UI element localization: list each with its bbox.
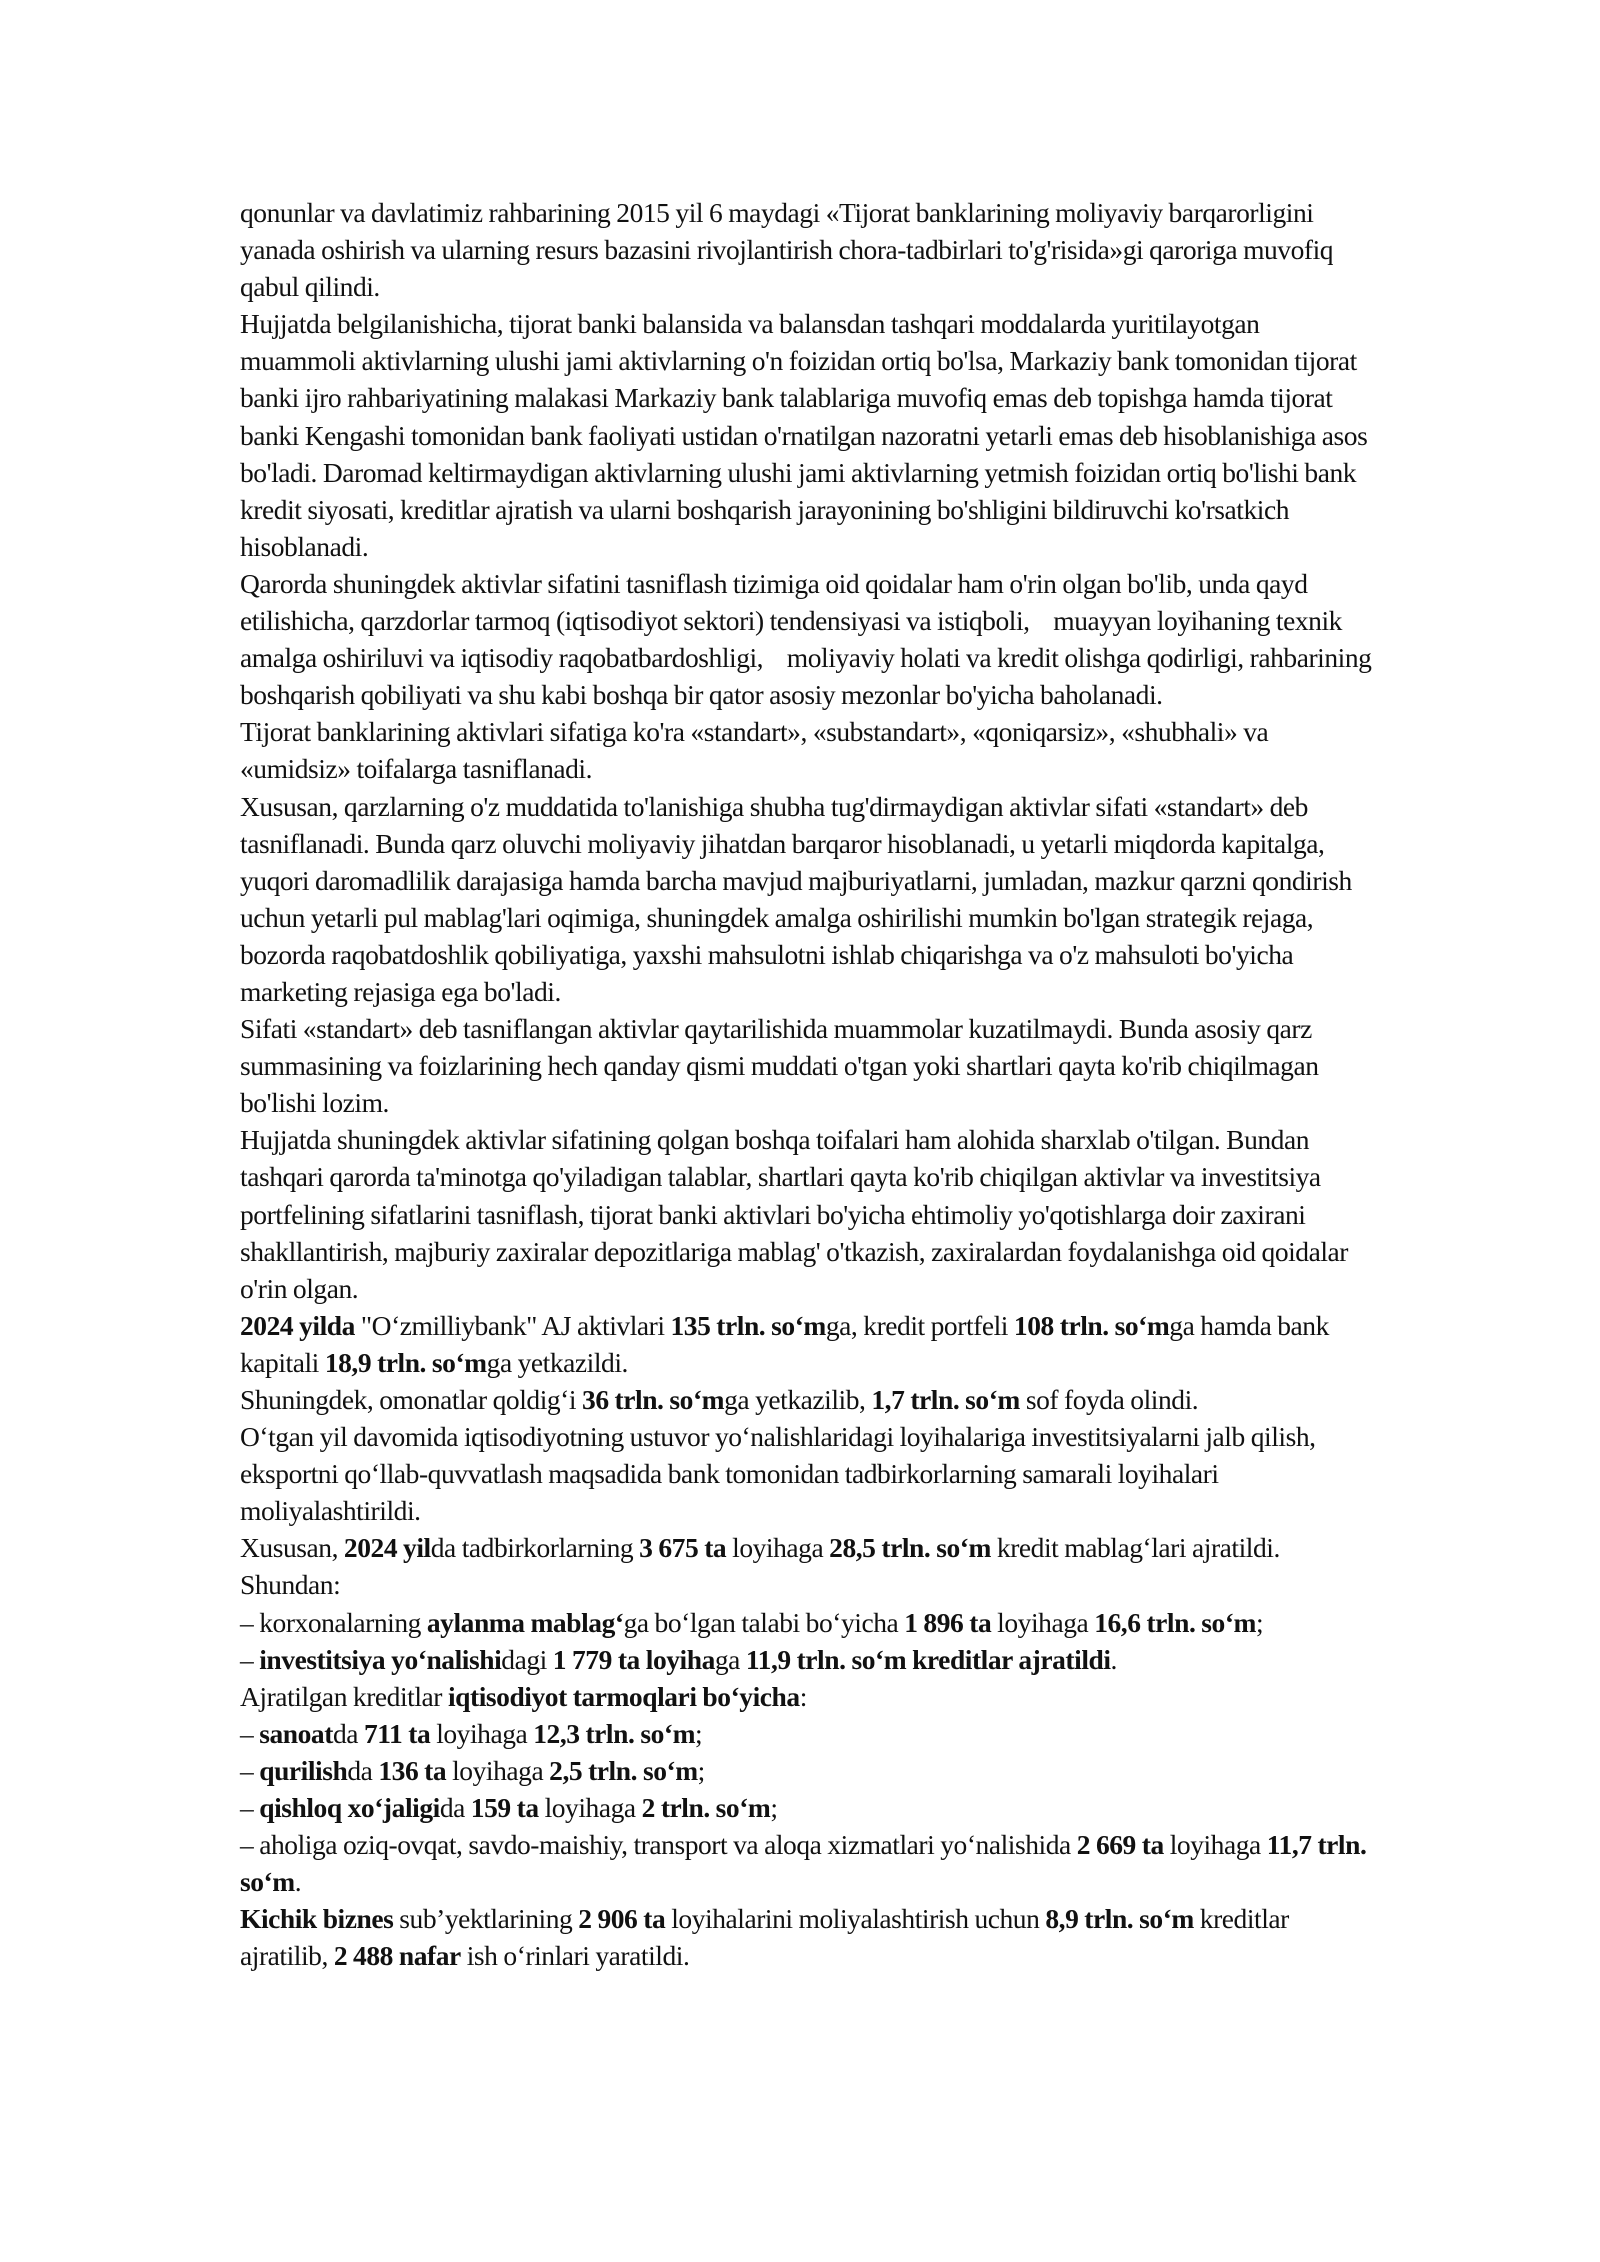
bold-text-run: aylanma mablag‘ — [426, 1606, 624, 1638]
bold-text-run: 12,3 trln. so‘m — [533, 1717, 696, 1749]
text-run: . — [1110, 1643, 1117, 1675]
text-run: loyihaga — [991, 1606, 1095, 1638]
text-run: ga yetkazildi. — [486, 1346, 628, 1378]
bold-text-run: 36 trln. so‘m — [582, 1384, 725, 1415]
bold-text-run: 2024 yil — [343, 1532, 431, 1564]
text-run: ga bo‘lgan talabi bo‘yicha — [623, 1606, 905, 1638]
paragraph — [240, 1789, 1380, 1826]
text-run: ga hamda bank kapitali — [240, 1309, 1335, 1378]
text-run: da — [347, 1754, 379, 1786]
text-run: da tadbirkorlarning — [430, 1532, 640, 1564]
text-run: loyihaga — [446, 1754, 550, 1786]
text-run: Tijorat banklarining aktivlari sifatiga ko'ra «standart», «substandart», «qoniqarsiz», «shubhali» va «umidsiz» toifalarga tasniflanadi. — [240, 716, 1275, 785]
bold-text-run: 2024 yilda — [240, 1309, 355, 1341]
text-run: loyihaga — [726, 1532, 830, 1564]
text-run: sub’yektlarining — [393, 1903, 579, 1935]
text-run: Xususan, qarzlarning o'z muddatida to'lanishiga shubha tug'dirmaydigan aktivlar sifati «standart» deb tasniflanadi. Bunda qarz oluvchi moliyaviy jihatdan barqaror hisoblanadi, u yetarli miqdorda kapitalga, yuqori daromadlilik darajasiga hamda barcha mavjud majburiyatlarni, jumladan, mazkur qarzni qondirish uchun yetarli pul mablag'lari oqimiga, shuningdek amalga oshirilishi mumkin bo'lgan strategik rejaga, bozorda raqobatdoshlik qobiliyatiga, yaxshi mahsulotni ishlab chiqarishga va o'z mahsuloti bo'yicha marketing rejasiga ega bo'ladi. — [240, 790, 1358, 1007]
text-run: ga — [714, 1643, 746, 1675]
bold-text-run: 1 779 ta loyiha — [552, 1643, 715, 1675]
text-run: – korxonalarning — [240, 1606, 427, 1638]
bold-text-run: 11,9 trln. so‘m kreditlar ajratildi — [745, 1643, 1111, 1675]
text-run: "O‘zmilliybank" AJ aktivlari — [354, 1309, 671, 1341]
paragraph — [240, 1010, 1380, 1121]
bold-text-run: 159 ta — [470, 1792, 539, 1824]
paragraph — [240, 1381, 1380, 1418]
text-run: : — [799, 1680, 807, 1712]
paragraph — [240, 1900, 1380, 1974]
bold-text-run: qishloq xo‘jaligi — [259, 1792, 440, 1824]
bold-text-run: qurilish — [259, 1754, 348, 1786]
bold-text-run: sanoat — [259, 1717, 333, 1749]
paragraph — [240, 788, 1380, 1011]
text-run: Ajratilgan kreditlar — [240, 1680, 448, 1712]
text-run: ga, kredit portfeli — [825, 1309, 1014, 1341]
paragraph — [240, 1826, 1380, 1900]
text-run: . — [294, 1866, 302, 1898]
text-run: sof foyda olindi. — [1019, 1384, 1199, 1415]
text-run: Hujjatda shuningdek aktivlar sifatining qolgan boshqa toifalari ham alohida sharxlab o'tilgan. Bundan tashqari qarorda ta'minotga qo'yiladigan talablar, shartlari qayta ko'rib chiqilgan aktivlar va investitsiya portfelining sifatlarini tasniflash, tijorat banki aktivlari bo'yicha ehtimoliy yo'qotishlarga doir zaxirani shakllantirish, majburiy zaxiralar depozitlariga mablag' o'tkazish, zaxiralardan foydalanishga oid qoidalar o'rin olgan. — [240, 1124, 1354, 1304]
paragraph — [240, 194, 1380, 305]
bold-text-run: Kichik biznes — [240, 1903, 394, 1935]
text-run: O‘tgan yil davomida iqtisodiyotning ustuvor yo‘nalishlaridagi loyihalariga investitsiyalarni jalb qilish, eksportni qo‘llab-quvvatlash maqsadida bank tomonidan tadbirkorlarning samarali loyihalari moliyalashtirildi. — [240, 1421, 1322, 1527]
paragraph — [240, 565, 1380, 713]
text-run: kredit mablag‘lari ajratildi. Shundan: — [240, 1532, 1286, 1601]
bold-text-run: 2 trln. so‘m — [641, 1792, 771, 1824]
text-run: – — [240, 1792, 260, 1824]
text-run: loyihaga — [1163, 1829, 1267, 1861]
bold-text-run: iqtisodiyot tarmoqlari bo‘yicha — [447, 1680, 800, 1712]
text-run: – aholiga oziq-ovqat, savdo-maishiy, transport va aloqa xizmatlari yo‘nalishida — [240, 1829, 1077, 1861]
text-run: Shuningdek, omonatlar qoldig‘i — [240, 1384, 583, 1415]
text-run: Qarorda shuningdek aktivlar sifatini tasniflash tizimiga oid qoidalar ham o'rin olgan bo'lib, unda qayd etilishicha, qarzdorlar tarmoq (iqtisodiyot sektori) tendensiyasi va istiqboli, muayyan loyihaning texnik amalga oshiriluvi va iqtisodiy raqobatbardoshligi, moliyaviy holati va kredit olishga qodirligi, rahbarining boshqarish qobiliyati va shu kabi boshqa bir qator asosiy mezonlar bo'yicha baholanadi. — [240, 567, 1378, 711]
text-run: – — [240, 1754, 260, 1786]
bold-text-run: 8,9 trln. so‘m — [1045, 1903, 1194, 1935]
text-run: Sifati «standart» deb tasniflangan aktivlar qaytarilishida muammolar kuzatilmaydi. Bunda asosiy qarz summasining va foizlarining hech qanday qismi muddati o'tgan yoki shartlari qayta ko'rib chiqilmagan bo'lishi lozim. — [240, 1013, 1325, 1119]
bold-text-run: 16,6 trln. so‘m — [1094, 1606, 1257, 1638]
bold-text-run: 28,5 trln. so‘m — [829, 1532, 991, 1564]
bold-text-run: 3 675 ta — [639, 1532, 727, 1564]
bold-text-run: 2 488 nafar — [333, 1940, 461, 1972]
text-run: loyihalarini moliyalashtirish uchun — [665, 1903, 1046, 1935]
paragraph — [240, 1529, 1380, 1603]
paragraph — [240, 1641, 1380, 1678]
text-run: kreditlar ajratilib, — [240, 1903, 1295, 1972]
text-run: da — [439, 1792, 471, 1824]
bold-text-run: 1,7 trln. so‘m — [871, 1384, 1020, 1415]
bold-text-run: 2 669 ta — [1076, 1829, 1164, 1861]
bold-text-run: investitsiya yo‘nalishi — [259, 1643, 502, 1675]
text-run: qonunlar va davlatimiz rahbarining 2015 yil 6 maydagi «Tijorat banklarining moliyaviy barqarorligini yanada oshirish va ularning resurs bazasini rivojlantirish chora-tadbirlari to'g'risida»gi qaroriga muvofiq qabul qilindi. — [240, 197, 1340, 303]
paragraph — [240, 1418, 1380, 1529]
paragraph — [240, 1307, 1380, 1381]
bold-text-run: 2,5 trln. so‘m — [549, 1754, 698, 1786]
bold-text-run: 2 906 ta — [578, 1903, 666, 1935]
text-run: loyihaga — [538, 1792, 642, 1824]
paragraph — [240, 1604, 1380, 1641]
text-run: – — [240, 1717, 260, 1749]
text-run: loyihaga — [430, 1717, 534, 1749]
text-run: ; — [695, 1717, 703, 1749]
text-run: ; — [770, 1792, 778, 1824]
bold-text-run: 18,9 trln. so‘m — [324, 1346, 487, 1378]
document-body — [240, 194, 1380, 1975]
paragraph — [240, 1752, 1380, 1789]
paragraph — [240, 305, 1380, 565]
bold-text-run: 135 trln. so‘m — [670, 1309, 826, 1341]
text-run: ; — [697, 1754, 705, 1786]
text-run: dagi — [501, 1643, 553, 1675]
paragraph — [240, 713, 1380, 787]
paragraph — [240, 1121, 1380, 1306]
text-run: da — [332, 1717, 364, 1749]
paragraph — [240, 1678, 1380, 1715]
bold-text-run: 11,7 trln. so‘m — [240, 1829, 1367, 1898]
text-run: ; — [1256, 1606, 1264, 1638]
text-run: ish o‘rinlari yaratildi. — [460, 1940, 690, 1972]
bold-text-run: 108 trln. so‘m — [1013, 1309, 1170, 1341]
text-run: ga yetkazilib, — [724, 1384, 872, 1415]
text-run: Hujjatda belgilanishicha, tijorat banki balansida va balansdan tashqari moddalarda yuritilayotgan muammoli aktivlarning ulushi jami aktivlarning o'n foizidan ortiq bo'lsa, Markaziy bank tomonidan tijorat banki ijro rahbariyatining malakasi Markaziy bank talablariga muvofiq emas deb topishga hamda tijorat banki Kengashi tomonidan bank faoliyati ustidan o'rnatilgan nazoratni yetarli emas deb hisoblanishiga asos bo'ladi. Daromad keltirmaydigan aktivlarning ulushi jami aktivlarning yetmish foizidan ortiq bo'lishi bank kredit siyosati, kreditlar ajratish va ularni boshqarish jarayonining bo'shligini bildiruvchi ko'rsatkich hisoblanadi. — [240, 308, 1374, 562]
text-run: Xususan, — [240, 1532, 344, 1564]
text-run: – — [240, 1643, 260, 1675]
bold-text-run: 1 896 ta — [904, 1606, 992, 1638]
paragraph — [240, 1715, 1380, 1752]
bold-text-run: 136 ta — [378, 1754, 447, 1786]
bold-text-run: 711 ta — [363, 1717, 431, 1749]
